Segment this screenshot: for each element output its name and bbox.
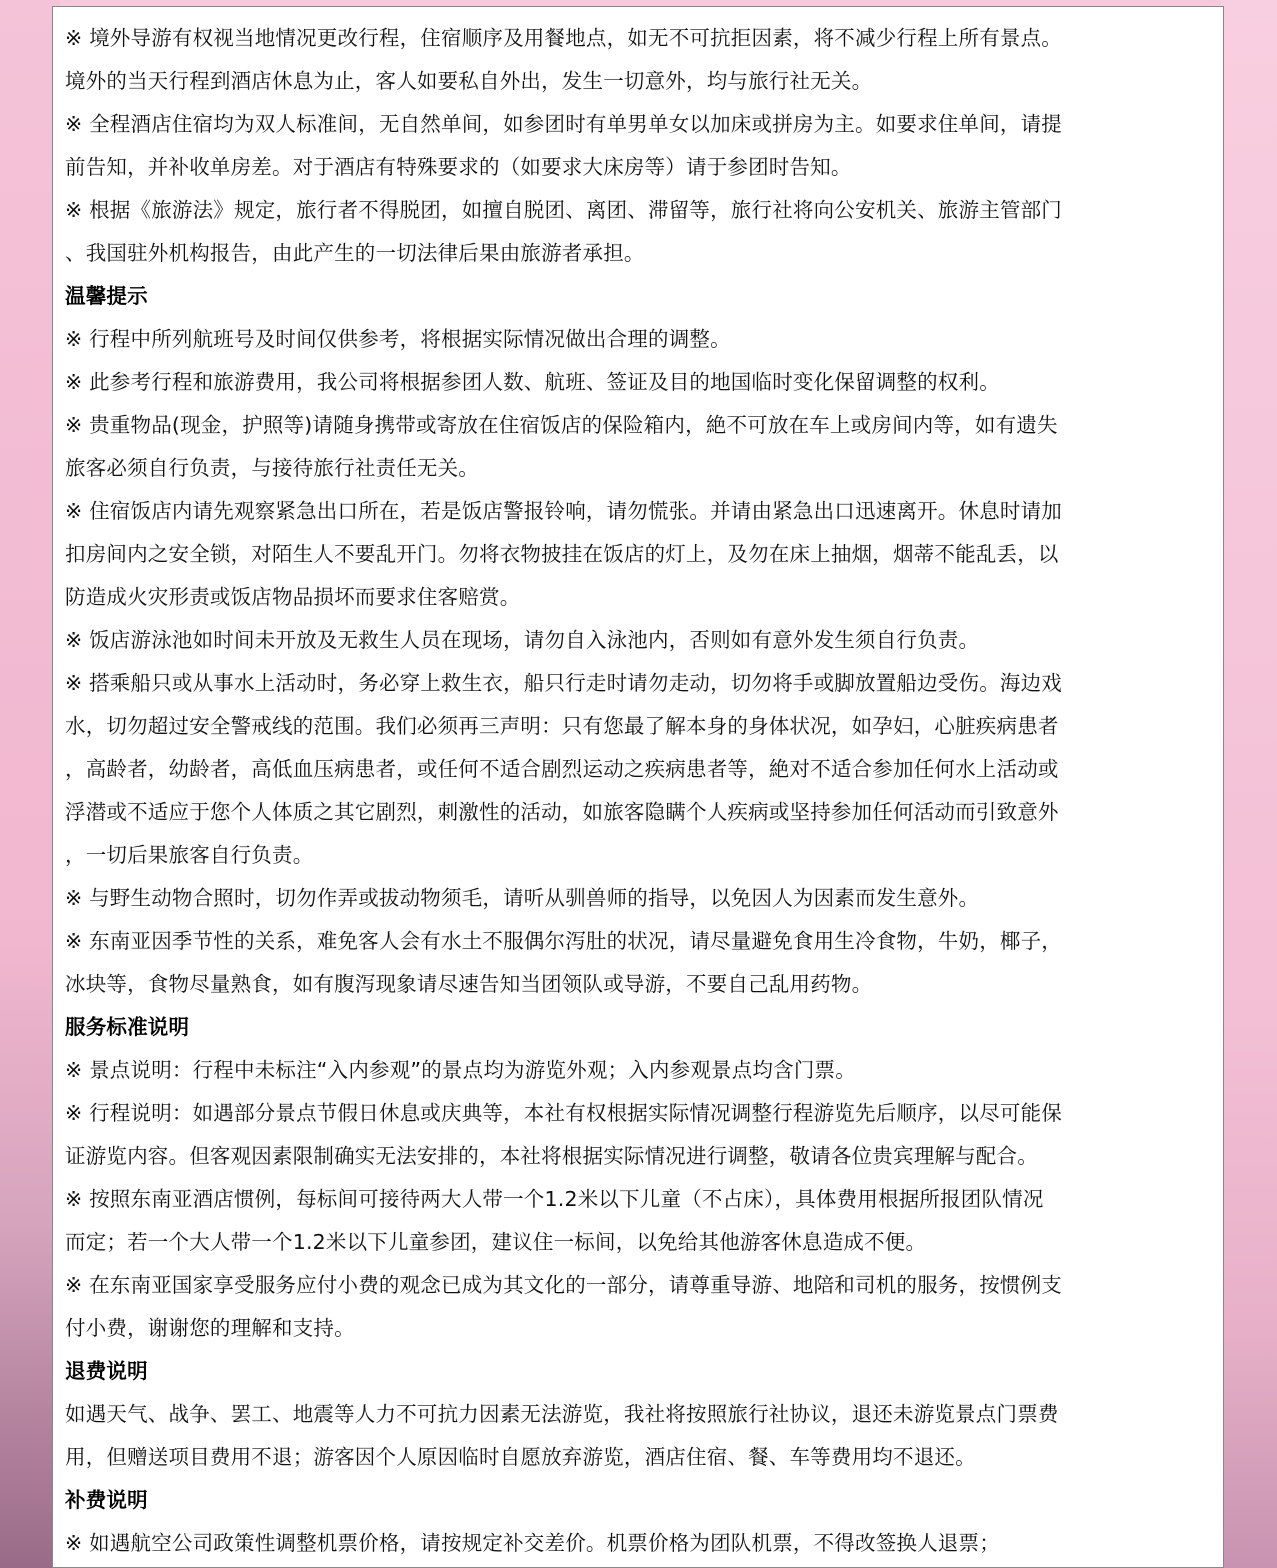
- text-line: 付小费，谢谢您的理解和支持。: [65, 1316, 355, 1340]
- text-line: 而定；若一个大人带一个1.2米以下儿童参团，建议住一标间，以免给其他游客休息造成不便。: [65, 1230, 927, 1254]
- text-line: 如遇天气、战争、罢工、地震等人力不可抗力因素无法游览，我社将按照旅行社协议，退还未游览景点门票费: [65, 1402, 1059, 1426]
- text-line: ※ 搭乘船只或从事水上活动时，务必穿上救生衣，船只行走时请勿走动，切勿将手或脚放置船边受伤。海边戏: [65, 671, 1062, 695]
- section-heading: 服务标准说明: [65, 1015, 190, 1039]
- text-line: 境外的当天行程到酒店休息为止，客人如要私自外出，发生一切意外，均与旅行社无关。: [65, 69, 873, 93]
- text-line: 前告知，并补收单房差。对于酒店有特殊要求的（如要求大床房等）请于参团时告知。: [65, 155, 852, 179]
- text-line: ※ 与野生动物合照时，切勿作弄或拔动物须毛，请听从驯兽师的指导，以免因人为因素而发生意外。: [65, 886, 980, 910]
- text-line: ※ 按照东南亚酒店惯例，每标间可接待两大人带一个1.2米以下儿童（不占床），具体费用根据所报团队情况: [65, 1187, 1044, 1211]
- text-line: 水，切勿超过安全警戒线的范围。我们必须再三声明：只有您最了解本身的身体状况，如孕妇，心脏疾病患者: [65, 714, 1059, 738]
- text-line: 、我国驻外机构报告，由此产生的一切法律后果由旅游者承担。: [65, 241, 645, 265]
- text-line: ※ 贵重物品(现金，护照等)请随身携带或寄放在住宿饭店的保险箱内，絶不可放在车上或房间内等，如有遗失: [65, 413, 1058, 437]
- section-heading: 退费说明: [65, 1359, 148, 1383]
- section-heading: 温馨提示: [65, 284, 148, 308]
- text-line: 证游览内容。但客观因素限制确实无法安排的，本社将根据实际情况进行调整，敬请各位贵宾理解与配合。: [65, 1144, 1038, 1168]
- text-line: ※ 根据《旅游法》规定，旅行者不得脱团，如擅自脱团、离团、滞留等，旅行社将向公安机关、旅游主管部门: [65, 198, 1062, 222]
- text-line: ※ 如遇航空公司政策性调整机票价格，请按规定补交差价。机票价格为团队机票，不得改签换人退票；: [65, 1531, 1000, 1555]
- text-line: 用，但赠送项目费用不退；游客因个人原因临时自愿放弃游览，酒店住宿、餐、车等费用均不退还。: [65, 1445, 976, 1469]
- text-line: ，高龄者，幼龄者，高低血压病患者，或任何不适合剧烈运动之疾病患者等，絶对不适合参加任何水上活动或: [65, 757, 1059, 781]
- text-line: ※ 行程说明：如遇部分景点节假日休息或庆典等，本社有权根据实际情况调整行程游览先后顺序，以尽可能保: [65, 1101, 1062, 1125]
- text-line: 旅客必须自行负责，与接待旅行社责任无关。: [65, 456, 479, 480]
- text-line: ※ 饭店游泳池如时间未开放及无救生人员在现场，请勿自入泳池内，否则如有意外发生须自行负责。: [65, 628, 980, 652]
- text-line: ※ 此参考行程和旅游费用，我公司将根据参团人数、航班、签证及目的地国临时变化保留调整的权利。: [65, 370, 1000, 394]
- text-line: ※ 全程酒店住宿均为双人标准间，无自然单间，如参团时有单男单女以加床或拼房为主。如要求住单间，请提: [65, 112, 1062, 136]
- text-line: 冰块等，食物尽量熟食，如有腹泻现象请尽速告知当团领队或导游，不要自己乱用药物。: [65, 972, 873, 996]
- document-panel: [52, 6, 1224, 1568]
- text-line: ，一切后果旅客自行负责。: [65, 843, 314, 867]
- section-heading: 补费说明: [65, 1488, 148, 1512]
- background-right: [1221, 0, 1277, 1568]
- text-line: ※ 住宿饭店内请先观察紧急出口所在，若是饭店警报铃响，请勿慌张。并请由紧急出口迅速离开。休息时请加: [65, 499, 1062, 523]
- text-line: ※ 景点说明：行程中未标注“入内参观”的景点均为游览外观；入内参观景点均含门票。: [65, 1058, 856, 1082]
- background-left: [0, 0, 60, 1568]
- text-line: ※ 行程中所列航班号及时间仅供参考，将根据实际情况做出合理的调整。: [65, 327, 731, 351]
- text-line: ※ 东南亚因季节性的关系，难免客人会有水土不服偶尔泻肚的状况，请尽量避免食用生冷食物，牛奶，椰子，: [65, 929, 1062, 953]
- text-line: ※ 在东南亚国家享受服务应付小费的观念已成为其文化的一部分，请尊重导游、地陪和司机的服务，按惯例支: [65, 1273, 1062, 1297]
- text-line: 浮潜或不适应于您个人体质之其它剧烈，刺激性的活动，如旅客隐瞒个人疾病或坚持参加任何活动而引致意外: [65, 800, 1059, 824]
- text-line: 防造成火灾形责或饭店物品损坏而要求住客赔赏。: [65, 585, 521, 609]
- text-line: 扣房间内之安全锁，对陌生人不要乱开门。勿将衣物披挂在饭店的灯上，及勿在床上抽烟，烟蒂不能乱丢，以: [65, 542, 1059, 566]
- text-line: ※ 境外导游有权视当地情况更改行程，住宿顺序及用餐地点，如无不可抗拒因素，将不减少行程上所有景点。: [65, 26, 1062, 50]
